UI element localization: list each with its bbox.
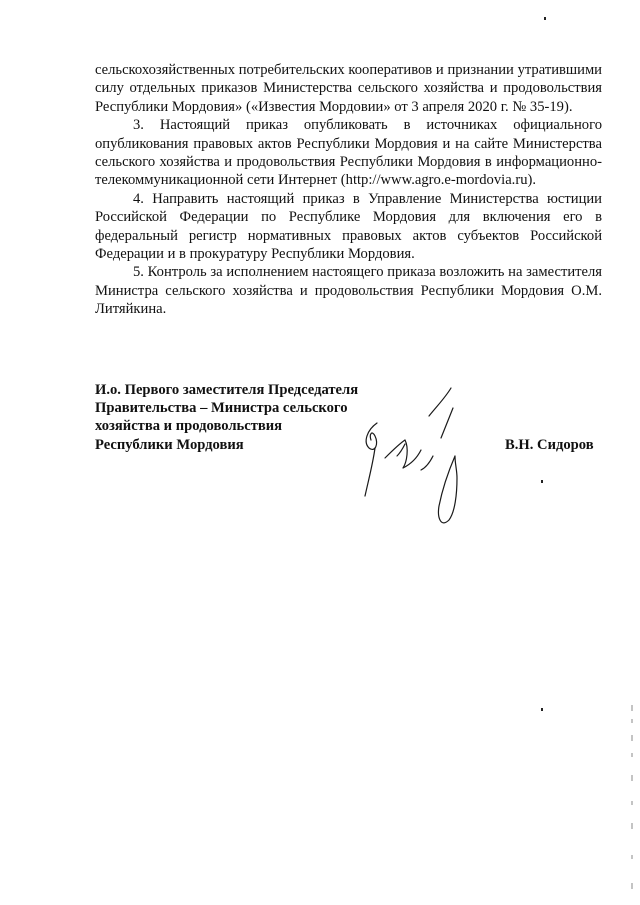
scan-speck bbox=[541, 708, 543, 711]
signatory-title-line: И.о. Первого заместителя Председателя bbox=[95, 382, 359, 398]
scan-edge-marks bbox=[631, 705, 633, 895]
handwritten-signature bbox=[345, 378, 485, 548]
signatory-title-line: Правительства – Министра сельского bbox=[95, 400, 348, 417]
scan-speck bbox=[544, 17, 546, 20]
document-body bbox=[95, 61, 602, 319]
scan-speck bbox=[541, 480, 543, 483]
paragraph-item-4: 4. Направить настоящий приказ в Управление Министерства юстиции Российской Федерации по Республике Мордовия для включения его в федеральный регистр нормативных правовых актов субъектов Российской Федерации и в прокуратуру Республики Мордовия. bbox=[95, 190, 602, 263]
signer-name: В.Н. Сидоров bbox=[505, 437, 594, 453]
signatory-title-line: хозяйства и продовольствия bbox=[95, 418, 283, 435]
signatory-title-line: Республики Мордовия bbox=[95, 436, 244, 453]
paragraph-continuation: сельскохозяйственных потребительских кооперативов и признании утратившими силу отдельных приказов Министерства сельского хозяйства и продовольствия Республики Мордовия» («Известия Мордовии» от 3 апреля 2020 г. № 35-19). bbox=[95, 62, 602, 115]
paragraph-item-5: 5. Контроль за исполнением настоящего приказа возложить на заместителя Министра сельского хозяйства и продовольствия Республики Мордовия О.М. Литяйкина. bbox=[95, 264, 602, 318]
paragraph-item-3: 3. Настоящий приказ опубликовать в источниках официального опубликования правовых актов Республики Мордовия и на сайте Министерства сельского хозяйства и продовольствия Республики Мордовия в информационно-телекоммуникационной сети Интернет (http://www.agro.e-mordovia.ru). bbox=[95, 117, 602, 189]
